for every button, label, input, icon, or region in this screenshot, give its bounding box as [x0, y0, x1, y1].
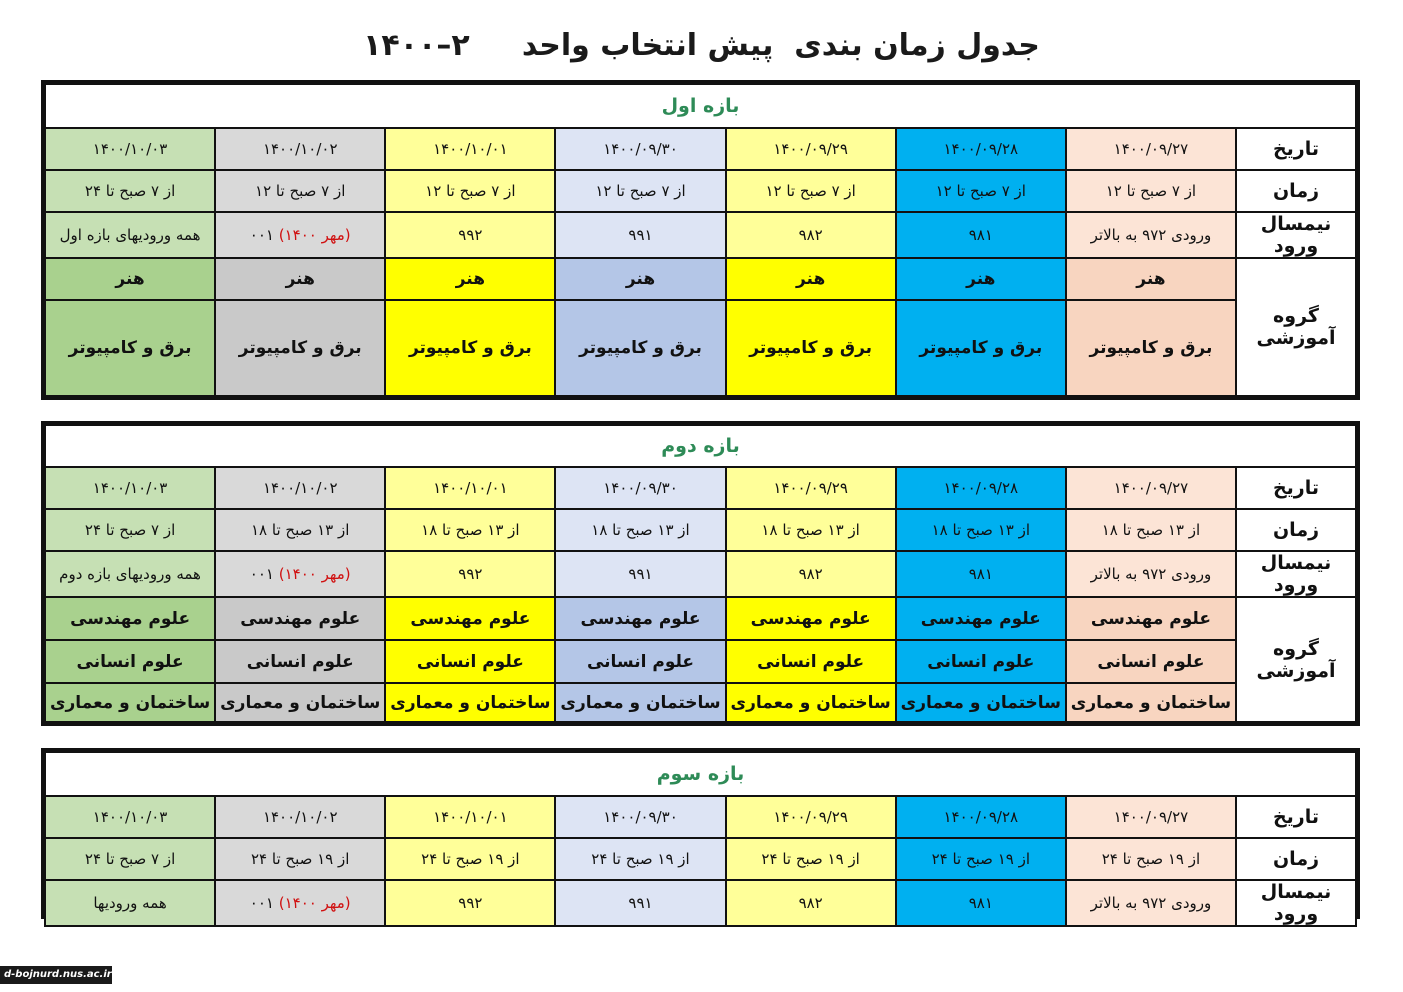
time-label: زمان	[1236, 838, 1356, 880]
group-art: هنر	[45, 258, 215, 300]
semester-cell: ورودی ۹۷۲ به بالاتر	[1066, 880, 1236, 926]
date-cell: ۱۴۰۰/۰۹/۳۰	[555, 128, 725, 170]
group-humanities: علوم انسانی	[1066, 640, 1236, 683]
group-art: هنر	[215, 258, 385, 300]
group-engineering: علوم مهندسی	[385, 597, 555, 640]
date-cell: ۱۴۰۰/۰۹/۲۹	[726, 467, 896, 509]
semester-cell: (مهر ۱۴۰۰) ۰۰۱	[215, 551, 385, 597]
time-cell: از ۱۳ صبح تا ۱۸	[896, 509, 1066, 551]
group-engineering: علوم مهندسی	[726, 597, 896, 640]
period-title: بازه اول	[45, 84, 1356, 128]
time-cell: از ۷ صبح تا ۲۴	[45, 170, 215, 212]
group-electrical: برق و کامپیوتر	[555, 300, 725, 396]
semester-cell: ۹۹۲	[385, 551, 555, 597]
group-engineering: علوم مهندسی	[215, 597, 385, 640]
date-cell: ۱۴۰۰/۱۰/۰۳	[45, 128, 215, 170]
date-cell: ۱۴۰۰/۰۹/۲۷	[1066, 796, 1236, 838]
semester-cell: همه ورودیها	[45, 880, 215, 926]
semester-cell: ۹۸۱	[896, 212, 1066, 258]
group-humanities: علوم انسانی	[896, 640, 1066, 683]
date-cell: ۱۴۰۰/۱۰/۰۱	[385, 467, 555, 509]
time-label: زمان	[1236, 170, 1356, 212]
group-engineering: علوم مهندسی	[896, 597, 1066, 640]
group-art: هنر	[385, 258, 555, 300]
group-construction: ساختمان و معماری	[385, 683, 555, 722]
group-construction: ساختمان و معماری	[555, 683, 725, 722]
date-cell: ۱۴۰۰/۰۹/۲۸	[896, 467, 1066, 509]
group-engineering: علوم مهندسی	[1066, 597, 1236, 640]
date-cell: ۱۴۰۰/۰۹/۲۹	[726, 128, 896, 170]
period-1-table	[41, 80, 1360, 400]
semester-cell: ۹۹۲	[385, 212, 555, 258]
period-title: بازه سوم	[45, 752, 1356, 796]
time-cell: از ۱۳ صبح تا ۱۸	[726, 509, 896, 551]
time-cell: از ۱۹ صبح تا ۲۴	[555, 838, 725, 880]
group-electrical: برق و کامپیوتر	[45, 300, 215, 396]
date-cell: ۱۴۰۰/۰۹/۲۸	[896, 796, 1066, 838]
time-cell: از ۷ صبح تا ۲۴	[45, 509, 215, 551]
period-title: بازه دوم	[45, 425, 1356, 467]
date-cell: ۱۴۰۰/۰۹/۲۹	[726, 796, 896, 838]
time-cell: از ۷ صبح تا ۱۲	[896, 170, 1066, 212]
group-construction: ساختمان و معماری	[215, 683, 385, 722]
group-humanities: علوم انسانی	[385, 640, 555, 683]
date-cell: ۱۴۰۰/۰۹/۲۷	[1066, 128, 1236, 170]
date-cell: ۱۴۰۰/۱۰/۰۱	[385, 128, 555, 170]
group-construction: ساختمان و معماری	[726, 683, 896, 722]
date-cell: ۱۴۰۰/۰۹/۳۰	[555, 467, 725, 509]
mehr-note: (مهر ۱۴۰۰)	[278, 565, 351, 583]
time-cell: از ۷ صبح تا ۱۲	[1066, 170, 1236, 212]
page-title: جدول زمان بندی پیش انتخاب واحد ۲–۱۴۰۰	[363, 28, 1040, 63]
date-cell: ۱۴۰۰/۱۰/۰۲	[215, 796, 385, 838]
semester-cell: ۹۸۲	[726, 212, 896, 258]
time-cell: از ۷ صبح تا ۲۴	[45, 838, 215, 880]
period-3-table	[41, 748, 1360, 925]
group-electrical: برق و کامپیوتر	[385, 300, 555, 396]
date-cell: ۱۴۰۰/۰۹/۳۰	[555, 796, 725, 838]
group-label: گروه آموزشی	[1236, 258, 1356, 396]
time-cell: از ۷ صبح تا ۱۲	[726, 170, 896, 212]
group-art: هنر	[555, 258, 725, 300]
group-humanities: علوم انسانی	[45, 640, 215, 683]
semester-cell: ۹۹۲	[385, 880, 555, 926]
group-label: گروه آموزشی	[1236, 597, 1356, 722]
date-cell: ۱۴۰۰/۱۰/۰۲	[215, 467, 385, 509]
group-electrical: برق و کامپیوتر	[215, 300, 385, 396]
time-cell: از ۱۳ صبح تا ۱۸	[1066, 509, 1236, 551]
group-electrical: برق و کامپیوتر	[1066, 300, 1236, 396]
time-cell: از ۷ صبح تا ۱۲	[385, 170, 555, 212]
group-art: هنر	[726, 258, 896, 300]
semester-cell: ۹۸۲	[726, 880, 896, 926]
semester-label: نیمسال ورود	[1236, 212, 1356, 258]
date-label: تاریخ	[1236, 467, 1356, 509]
time-cell: از ۱۹ صبح تا ۲۴	[726, 838, 896, 880]
group-engineering: علوم مهندسی	[555, 597, 725, 640]
period-2-table	[41, 421, 1360, 726]
semester-cell: (مهر ۱۴۰۰) ۰۰۱	[215, 880, 385, 926]
group-electrical: برق و کامپیوتر	[896, 300, 1066, 396]
semester-cell: همه ورودیهای بازه دوم	[45, 551, 215, 597]
semester-label: نیمسال ورود	[1236, 551, 1356, 597]
mehr-note: (مهر ۱۴۰۰)	[278, 894, 351, 912]
semester-cell: ۹۹۱	[555, 212, 725, 258]
group-art: هنر	[896, 258, 1066, 300]
semester-label: نیمسال ورود	[1236, 880, 1356, 926]
time-cell: از ۱۹ صبح تا ۲۴	[1066, 838, 1236, 880]
group-humanities: علوم انسانی	[215, 640, 385, 683]
semester-cell: ۹۹۱	[555, 880, 725, 926]
mehr-note: (مهر ۱۴۰۰)	[278, 226, 351, 244]
date-cell: ۱۴۰۰/۱۰/۰۱	[385, 796, 555, 838]
semester-cell: (مهر ۱۴۰۰) ۰۰۱	[215, 212, 385, 258]
time-label: زمان	[1236, 509, 1356, 551]
semester-cell: ۹۸۱	[896, 551, 1066, 597]
date-cell: ۱۴۰۰/۱۰/۰۳	[45, 467, 215, 509]
group-engineering: علوم مهندسی	[45, 597, 215, 640]
semester-cell: ۹۹۱	[555, 551, 725, 597]
semester-cell: ۹۸۱	[896, 880, 1066, 926]
time-cell: از ۷ صبح تا ۱۲	[215, 170, 385, 212]
group-humanities: علوم انسانی	[555, 640, 725, 683]
time-cell: از ۱۹ صبح تا ۲۴	[215, 838, 385, 880]
time-cell: از ۱۳ صبح تا ۱۸	[555, 509, 725, 551]
time-cell: از ۱۹ صبح تا ۲۴	[896, 838, 1066, 880]
time-cell: از ۱۳ صبح تا ۱۸	[215, 509, 385, 551]
watermark-url: d-bojnurd.nus.ac.ir	[0, 966, 112, 984]
date-cell: ۱۴۰۰/۱۰/۰۳	[45, 796, 215, 838]
semester-cell: ورودی ۹۷۲ به بالاتر	[1066, 212, 1236, 258]
date-cell: ۱۴۰۰/۰۹/۲۷	[1066, 467, 1236, 509]
semester-cell: ۹۸۲	[726, 551, 896, 597]
group-construction: ساختمان و معماری	[45, 683, 215, 722]
group-construction: ساختمان و معماری	[1066, 683, 1236, 722]
time-cell: از ۱۹ صبح تا ۲۴	[385, 838, 555, 880]
group-electrical: برق و کامپیوتر	[726, 300, 896, 396]
date-label: تاریخ	[1236, 128, 1356, 170]
group-humanities: علوم انسانی	[726, 640, 896, 683]
time-cell: از ۷ صبح تا ۱۲	[555, 170, 725, 212]
time-cell: از ۱۳ صبح تا ۱۸	[385, 509, 555, 551]
date-cell: ۱۴۰۰/۰۹/۲۸	[896, 128, 1066, 170]
semester-cell: ورودی ۹۷۲ به بالاتر	[1066, 551, 1236, 597]
group-art: هنر	[1066, 258, 1236, 300]
group-construction: ساختمان و معماری	[896, 683, 1066, 722]
date-label: تاریخ	[1236, 796, 1356, 838]
date-cell: ۱۴۰۰/۱۰/۰۲	[215, 128, 385, 170]
semester-cell: همه ورودیهای بازه اول	[45, 212, 215, 258]
